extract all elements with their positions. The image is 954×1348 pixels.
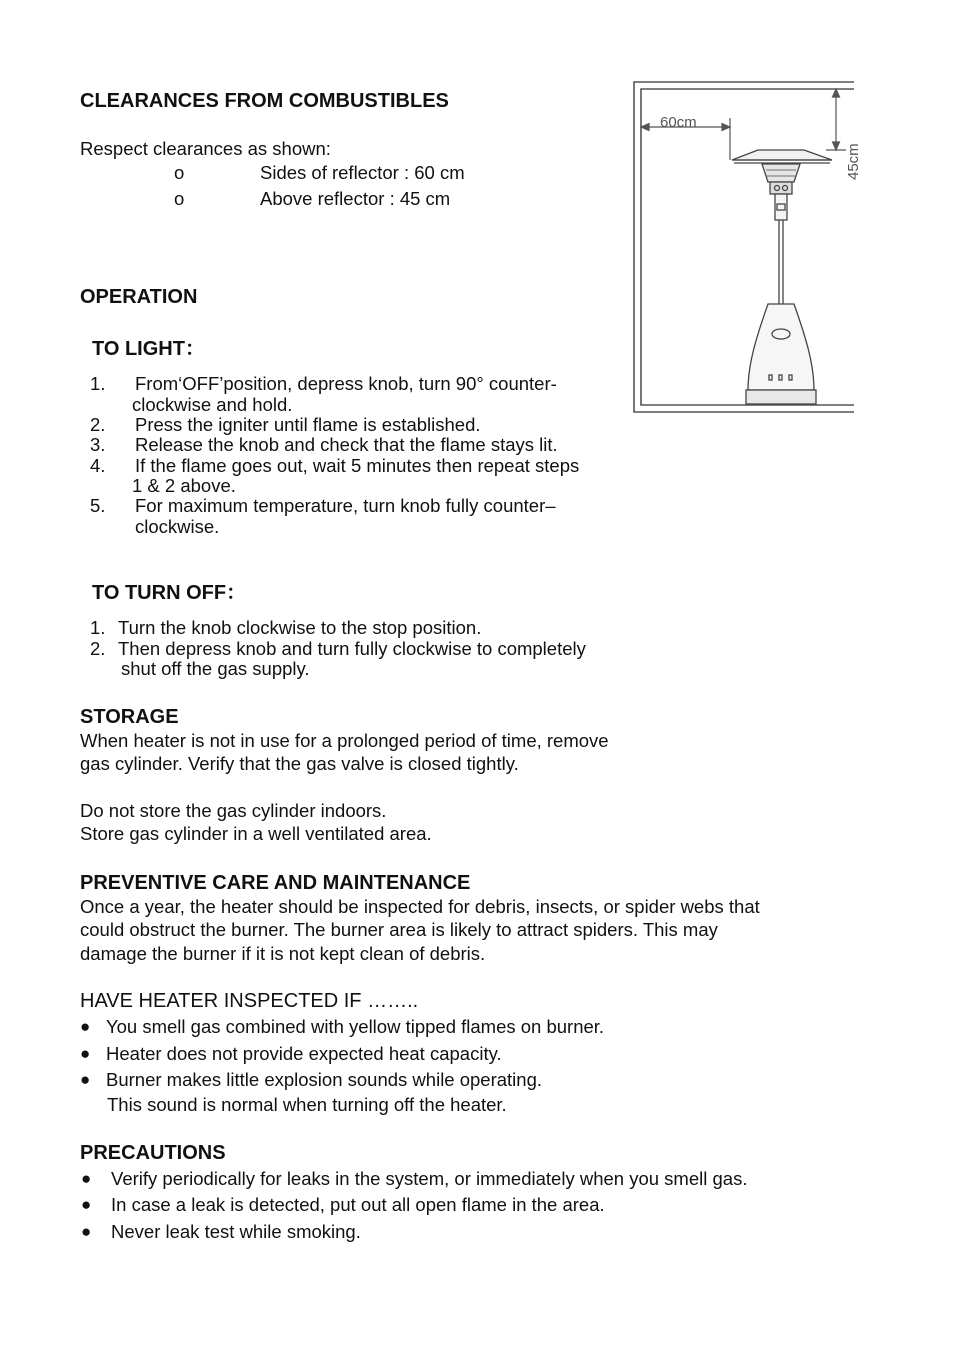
storage-text: When heater is not in use for a prolonged period of time, remove [80, 730, 609, 751]
step-text: For maximum temperature, turn knob fully counter– [135, 495, 556, 516]
clearance-marker-2: o [174, 188, 185, 209]
inspect-heading: HAVE HEATER INSPECTED IF …….. [80, 990, 419, 1012]
step-text: Release the knob and check that the flame stays lit. [135, 434, 558, 455]
step-number: 5. [90, 495, 106, 516]
to-turn-off-heading: TO TURN OFF： [92, 582, 247, 604]
step-text: Then depress knob and turn fully clockwise to completely [118, 638, 586, 659]
step-text: From‘OFF’position, depress knob, turn 90° counter- [135, 373, 557, 394]
step-text: Turn the knob clockwise to the stop position. [118, 617, 482, 638]
operation-heading: OPERATION [80, 286, 198, 308]
storage-text: Do not store the gas cylinder indoors. [80, 800, 387, 821]
step-number: 4. [90, 455, 106, 476]
list-item: In case a leak is detected, put out all open flame in the area. [111, 1194, 605, 1215]
step-number: 3. [90, 434, 106, 455]
step-text: clockwise and hold. [132, 394, 293, 415]
step-text: Press the igniter until flame is established. [135, 414, 481, 435]
bullet-icon: ● [81, 1169, 92, 1188]
maintenance-text: Once a year, the heater should be inspected for debris, insects, or spider webs that [80, 896, 760, 917]
wall-outline [634, 82, 854, 412]
heater-clearance-diagram [630, 78, 862, 416]
inspect-note: This sound is normal when turning off the heater. [107, 1094, 507, 1115]
storage-text: gas cylinder. Verify that the gas valve is closed tightly. [80, 753, 519, 774]
bullet-icon: ● [81, 1195, 92, 1214]
maintenance-heading: PREVENTIVE CARE AND MAINTENANCE [80, 872, 471, 894]
step-number: 1. [90, 617, 106, 638]
storage-text: Store gas cylinder in a well ventilated area. [80, 823, 432, 844]
bullet-icon: ● [80, 1044, 91, 1063]
bullet-icon: ● [81, 1222, 92, 1241]
to-light-heading: TO LIGHT： [92, 338, 205, 360]
list-item: You smell gas combined with yellow tipped flames on burner. [106, 1016, 605, 1037]
list-item: Verify periodically for leaks in the system, or immediately when you smell gas. [111, 1168, 748, 1189]
top-clearance-label: 45cm [845, 143, 862, 180]
storage-heading: STORAGE [80, 706, 179, 728]
clearance-item-sides: Sides of reflector : 60 cm [260, 162, 465, 183]
step-text: shut off the gas supply. [121, 658, 310, 679]
heater-illustration [732, 150, 832, 404]
clearances-intro: Respect clearances as shown: [80, 138, 331, 159]
step-text: 1 & 2 above. [132, 475, 236, 496]
step-text: If the flame goes out, wait 5 minutes then repeat steps [135, 455, 580, 476]
bullet-icon: ● [80, 1070, 91, 1089]
clearances-heading: CLEARANCES FROM COMBUSTIBLES [80, 90, 449, 112]
list-item: Heater does not provide expected heat capacity. [106, 1043, 502, 1064]
list-item: Burner makes little explosion sounds while operating. [106, 1069, 543, 1090]
step-number: 2. [90, 638, 106, 659]
side-clearance-label: 60cm [660, 114, 697, 131]
step-number: 2. [90, 414, 106, 435]
top-dimension [826, 89, 846, 150]
step-text: clockwise. [135, 516, 220, 537]
maintenance-text: could obstruct the burner. The burner area is likely to attract spiders. This may [80, 919, 718, 940]
maintenance-text: damage the burner if it is not kept clean of debris. [80, 943, 486, 964]
precautions-heading: PRECAUTIONS [80, 1142, 226, 1164]
list-item: Never leak test while smoking. [111, 1221, 361, 1242]
clearance-marker-1: o [174, 162, 185, 183]
step-number: 1. [90, 373, 106, 394]
clearance-item-above: Above reflector : 45 cm [260, 188, 451, 209]
bullet-icon: ● [80, 1017, 91, 1036]
